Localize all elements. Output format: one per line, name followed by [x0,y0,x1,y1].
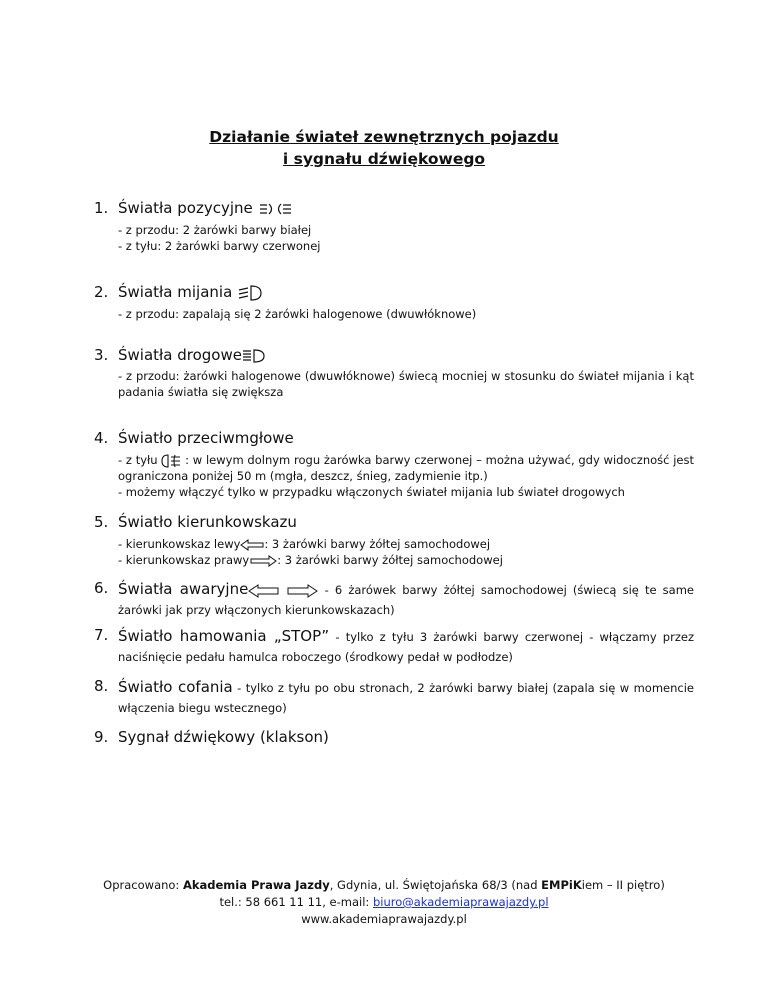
section-7-body [118,626,694,667]
right-indicator-line [118,552,694,568]
section-number: 3. [94,346,109,364]
section-8-body [118,677,694,718]
footer-floor: iem – II piętro) [581,878,665,892]
right-arrow-icon [286,584,318,598]
section-heading [118,283,263,302]
left-indicator-text: : 3 żarówki barwy żółtej samochodowej [264,537,491,551]
section-heading: Sygnał dźwiękowy (klakson) [118,728,329,746]
email-link[interactable]: biuro@akademiaprawajazdy.pl [372,895,549,909]
section-heading-text: Światła drogowe [118,346,242,364]
section-number: 6. [94,579,109,597]
document-title-line-2: i sygnału dźwiękowego [282,150,486,168]
footer-line-2 [0,894,768,911]
section-number: 4. [94,429,109,447]
section-5-body [118,536,694,568]
footer-prefix: Opracowano: [103,878,183,892]
position-lights-icon [258,201,294,217]
section-heading [118,199,294,217]
section-6-body [118,579,694,620]
footer-address: , Gdynia, ul. Świętojańska 68/3 (nad [329,878,542,892]
high-beam-icon [242,348,266,364]
section-heading-text: Światła pozycyjne [118,199,253,217]
left-indicator-label: - kierunkowskaz lewy [118,537,241,551]
section-1-body [118,222,694,254]
section-3-body: - z przodu: żarówki halogenowe (dwuwłóknowe) świecą mocniej w stosunku do świateł mijania i kąt padania światła się zwiększa [118,369,694,399]
low-beam-icon [237,284,263,302]
section-heading-text: Światła mijania [118,283,233,301]
footer-phone: tel.: 58 661 11 11, e-mail: [219,895,373,909]
section-line: - z przodu: zapalają się 2 żarówki halogenowe (dwuwłóknowe) [118,307,477,321]
section-line: - z przodu: 2 żarówki barwy białej [118,223,312,237]
reverse-description: - tylko z tyłu po obu stronach, 2 żarówki barwy białej (zapala się w momencie włączenia biegu wstecznego) [118,681,694,715]
right-indicator-text: : 3 żarówki barwy żółtej samochodowej [277,553,503,567]
section-number: 1. [94,199,109,217]
section-4-body [118,452,694,500]
left-indicator-line [118,536,694,552]
right-arrow-icon [249,555,277,567]
section-number: 5. [94,513,109,531]
section-heading: Światła awaryjne [118,580,249,598]
footer-organization: Akademia Prawa Jazdy [182,878,330,892]
footer-line-1 [0,877,768,894]
stop-description: - tylko z tyłu 3 żarówki barwy czerwonej - włączamy przez naciśnięcie pedału hamulca roboczego (środkowy pedał w podłodze) [118,630,694,664]
left-arrow-icon [248,584,280,598]
section-number: 8. [94,677,109,695]
section-line: - możemy włączyć tylko w przypadku włączonych świateł mijania lub świateł drogowych [118,485,625,499]
fog-light-description: : w lewym dolnym rogu żarówka barwy czerwonej – można używać, gdy widoczność jest ograniczona poniżej 50 m (mgła, deszcz, śnieg, zadymienie itp.) [118,453,695,483]
section-heading [118,346,266,364]
document-title-line-1: Działanie świateł zewnętrznych pojazdu [209,128,559,146]
section-number: 2. [94,283,109,301]
footer-empik: EMPiK [541,878,582,892]
section-heading: Światło cofania [118,678,233,696]
hazard-description: - 6 żarówek barwy żółtej samochodowej (świecą się te same żarówki jak przy włączonych kierunkowskazach) [118,583,695,617]
section-heading: Światło kierunkowskazu [118,513,297,531]
section-number: 9. [94,728,109,746]
right-indicator-label: - kierunkowskaz prawy [118,553,250,567]
section-heading: Światło przeciwmgłowe [118,429,294,447]
rear-label: - z tyłu [118,453,158,467]
section-heading: Światło hamowania „STOP” [118,627,330,645]
fog-light-icon [161,454,181,468]
left-arrow-icon [240,539,264,551]
section-number: 7. [94,626,109,644]
footer-line-3[interactable]: www.akademiaprawajazdy.pl [301,912,467,926]
section-2-body [118,306,694,322]
footer [0,877,768,928]
section-line: - z tyłu: 2 żarówki barwy czerwonej [118,239,321,253]
